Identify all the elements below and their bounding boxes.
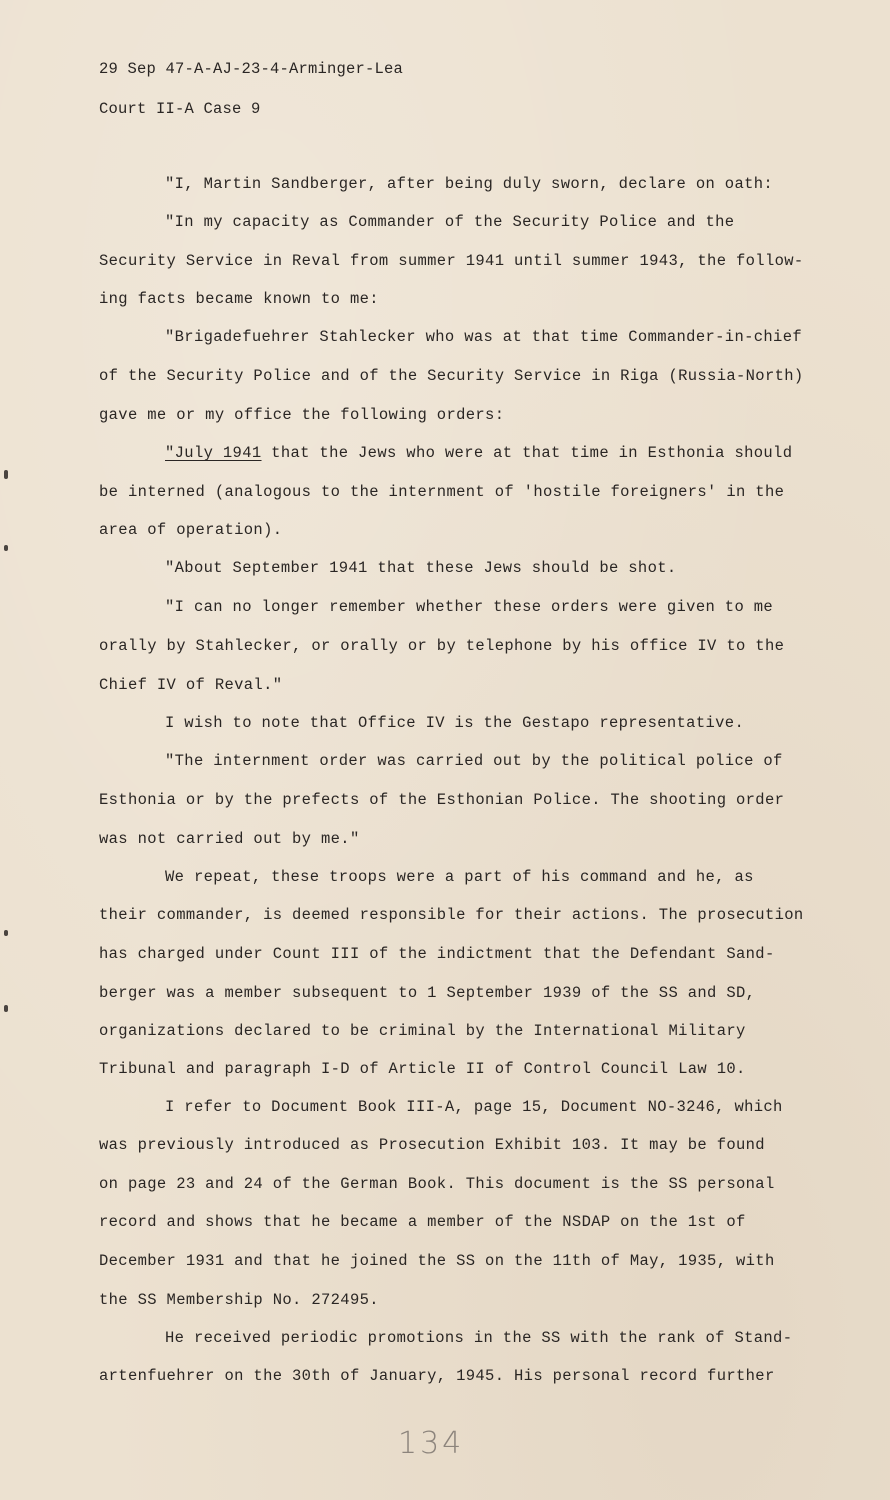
text-line: on page 23 and 24 of the German Book. This document is the SS personal [99,1175,775,1193]
text-line: area of operation). [99,521,283,539]
text-line: gave me or my office the following orders: [99,406,505,424]
text-line: has charged under Count III of the indictment that the Defendant Sand- [99,945,775,963]
text-line: organizations declared to be criminal by the International Military [99,1022,746,1040]
margin-mark [4,545,8,551]
margin-mark [4,930,8,936]
text-span: that the Jews who were at that time in Esthonia should [261,444,793,462]
text-line: "Brigadefuehrer Stahlecker who was at that time Commander-in-chief [165,328,802,346]
text-line: "I, Martin Sandberger, after being duly sworn, declare on oath: [165,175,774,193]
text-line: Security Service in Reval from summer 1941 until summer 1943, the follow- [99,252,804,270]
margin-mark [4,470,8,479]
text-line: "In my capacity as Commander of the Security Police and the [165,213,735,231]
text-line: berger was a member subsequent to 1 September 1939 of the SS and SD, [99,984,756,1002]
text-line: "The internment order was carried out by the political police of [165,752,783,770]
page-number: 134 [398,1426,465,1461]
text-line: record and shows that he became a member of the NSDAP on the 1st of [99,1213,746,1231]
text-line: I refer to Document Book III-A, page 15, Document NO-3246, which [165,1098,783,1116]
text-line: artenfuehrer on the 30th of January, 1945. His personal record further [99,1367,775,1385]
text-line: December 1931 and that he joined the SS on the 11th of May, 1935, with [99,1252,775,1270]
text-line: "About September 1941 that these Jews should be shot. [165,559,677,577]
underlined-date: "July 1941 [165,444,262,462]
text-line: "I can no longer remember whether these orders were given to me [165,598,774,616]
text-line: Chief IV of Reval." [99,676,283,694]
margin-mark [4,1005,8,1012]
text-line: was previously introduced as Prosecution Exhibit 103. It may be found [99,1136,765,1154]
text-line: He received periodic promotions in the SS with the rank of Stand- [165,1329,793,1347]
text-line: of the Security Police and of the Security Service in Riga (Russia-North) [99,367,804,385]
text-line: Tribunal and paragraph I-D of Article II of Control Council Law 10. [99,1060,746,1078]
text-line: was not carried out by me." [99,830,360,848]
court-case: Court II-A Case 9 [99,100,261,118]
text-line: their commander, is deemed responsible for their actions. The prosecution [99,906,804,924]
text-line: I wish to note that Office IV is the Gestapo representative. [165,714,745,732]
text-line: the SS Membership No. 272495. [99,1291,379,1309]
text-line [165,444,792,462]
text-line: We repeat, these troops were a part of his command and he, as [165,868,754,886]
document-reference: 29 Sep 47-A-AJ-23-4-Arminger-Lea [99,60,404,78]
text-line: orally by Stahlecker, or orally or by telephone by his office IV to the [99,637,785,655]
text-line: be interned (analogous to the internment of 'hostile foreigners' in the [99,483,785,501]
text-line: Esthonia or by the prefects of the Esthonian Police. The shooting order [99,791,785,809]
text-line: ing facts became known to me: [99,290,379,308]
